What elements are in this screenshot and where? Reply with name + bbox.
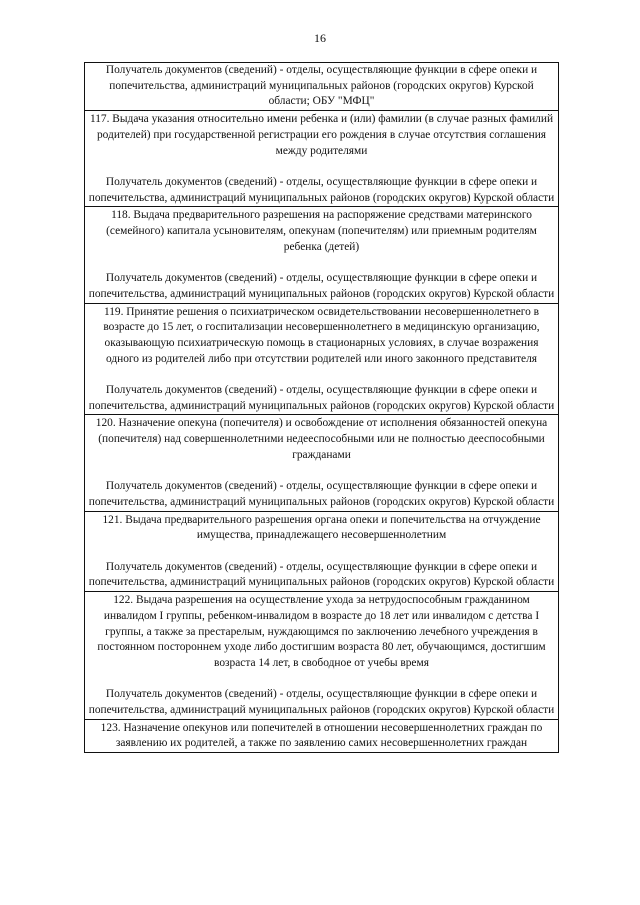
services-table — [84, 62, 559, 753]
recipient-text: Получатель документов (сведений) - отделы, осуществляющие функции в сфере опеки и попечительства, администраций муниципальных районов (городских округов) Курской области — [88, 560, 555, 589]
recipient-text: Получатель документов (сведений) - отделы, осуществляющие функции в сфере опеки и попечительства, администраций муниципальных районов (городских округов) Курской области — [88, 272, 555, 300]
page-number: 16 — [314, 31, 326, 45]
service-title: 120. Назначение опекуна (попечителя) и освобождение от исполнения обязанностей опекуна (попечителя) над совершеннолетними недееспособными или не полностью дееспособными гражданами — [95, 417, 548, 461]
service-title: 117. Выдача указания относительно имени ребенка и (или) фамилии (в случае разных фамилий родителей) при государственной регистрации его рождения в случае отсутствия соглашения между родителями — [89, 113, 554, 157]
service-title: 121. Выдача предварительного разрешения органа опеки и попечительства на отчуждение имущества, принадлежащего несовершеннолетним — [102, 513, 541, 542]
table-cell-item-123 — [85, 720, 558, 753]
table-cell-item-118 — [85, 207, 558, 303]
recipient-text: Получатель документов (сведений) - отделы, осуществляющие функции в сфере опеки и попечительства, администраций муниципальных районов (городских округов) Курской области — [88, 688, 555, 717]
recipient-text: Получатель документов (сведений) - отделы, осуществляющие функции в сфере опеки и попечительства, администраций муниципальных районов (городских округов) Курской области — [88, 480, 555, 508]
service-title: 122. Выдача разрешения на осуществление ухода за нетрудоспособным гражданином инвалидом I группы, ребенком-инвалидом в возрасте до 18 лет или инвалидом с детства I группы, а также за престарелым, нуждающимся по заключению лечебного учреждения в постоянном постороннем уходе либо достигшим возраста 80 лет, обучающимся, достигшим возраста 14 лет, в свободное от учебы время — [97, 594, 546, 669]
service-title: 119. Принятие решения о психиатрическом освидетельствовании несовершеннолетнего в возрасте до 15 лет, о госпитализации несовершеннолетнего в медицинскую организацию, оказывающую психиатрическую помощь в стационарных условиях, в случае возражения одного из родителей либо при отсутствии родителей или иного законного представителя — [103, 305, 540, 365]
table-cell-item-117 — [85, 111, 558, 207]
recipient-text: Получатель документов (сведений) - отделы, осуществляющие функции в сфере опеки и попечительства, администраций муниципальных районов (городских округов) Курской области — [88, 175, 555, 204]
service-title: 123. Назначение опекунов или попечителей в отношении несовершеннолетних граждан по заявлению их родителей, а также по заявлению самих несовершеннолетних граждан — [100, 721, 543, 750]
recipient-text: Получатель документов (сведений) - отделы, осуществляющие функции в сфере опеки и попечительства, администраций муниципальных районов (городских округов) Курской области — [88, 384, 555, 412]
table-cell-recipient — [85, 63, 558, 111]
service-title: 118. Выдача предварительного разрешения на распоряжение средствами материнского (семейного) капитала усыновителям, опекунам (попечителям) или приемным родителям ребенка (детей) — [106, 209, 537, 253]
table-cell-item-119 — [85, 304, 558, 416]
table-cell-item-120 — [85, 415, 558, 511]
recipient-text: Получатель документов (сведений) - отделы, осуществляющие функции в сфере опеки и попечительства, администраций муниципальных районов (городских округов) Курской области; ОБУ "МФЦ" — [105, 64, 538, 108]
table-cell-item-121 — [85, 512, 558, 593]
table-cell-item-122 — [85, 592, 558, 720]
